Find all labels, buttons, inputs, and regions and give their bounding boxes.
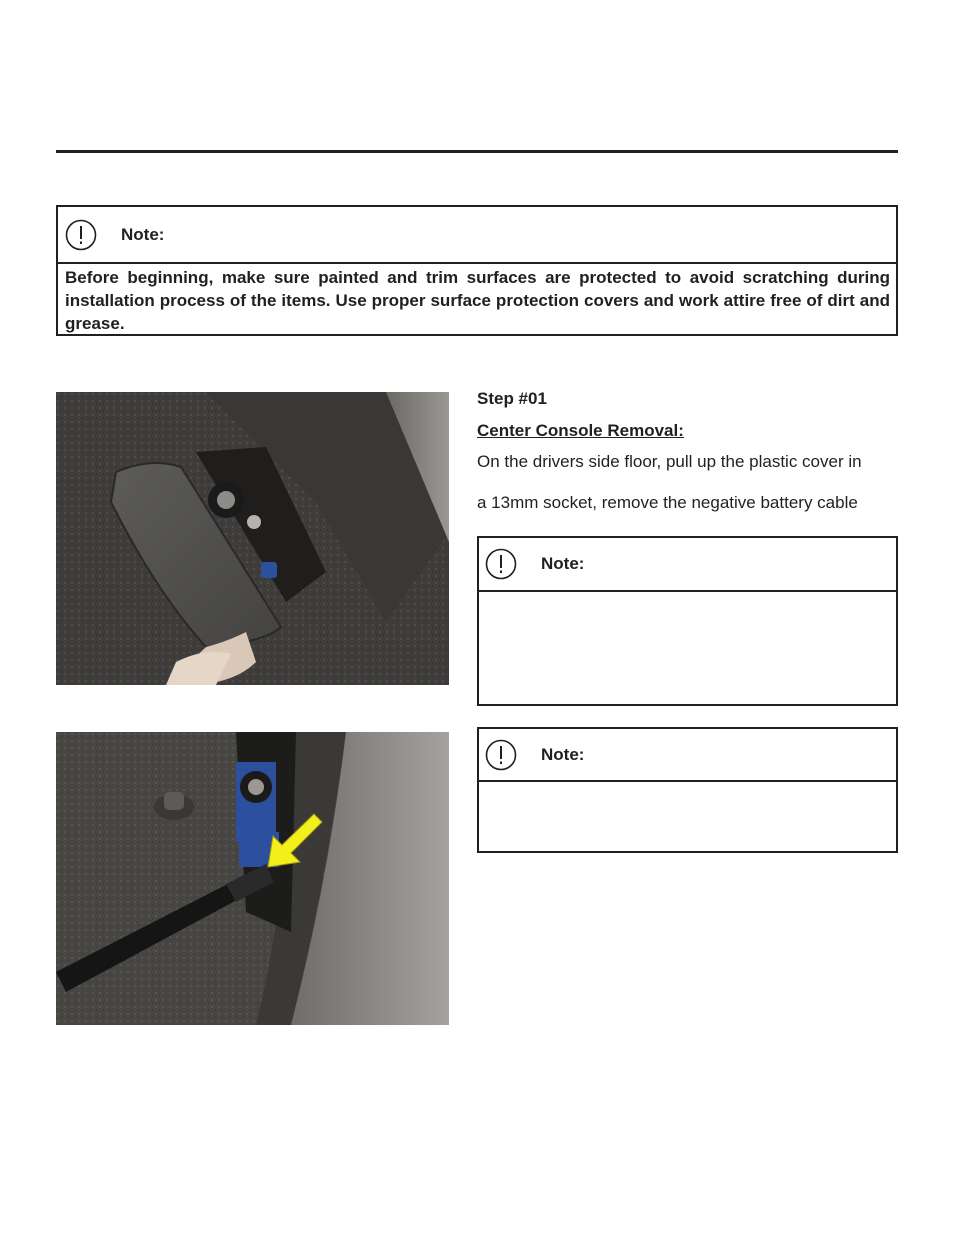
note-text-empty: [479, 592, 896, 594]
photo-plastic-cover: [56, 392, 449, 685]
note-label: Note:: [541, 554, 585, 573]
exclamation-circle-icon: [485, 548, 517, 580]
note-label: Note:: [541, 744, 585, 764]
exclamation-circle-icon: [485, 739, 517, 771]
photo-battery-cable: [56, 732, 449, 1025]
note-box-protection: [56, 205, 898, 336]
note-label: Note:: [121, 224, 165, 244]
step-instruction-line-1: On the drivers side floor, pull up the plastic cover in: [477, 452, 862, 471]
note-header: [58, 207, 896, 264]
note-text-empty: [479, 782, 896, 784]
step-title: Center Console Removal:: [477, 421, 684, 440]
step-number: Step #01: [477, 389, 547, 408]
note-box-middle: [477, 536, 898, 706]
note-header: [479, 729, 896, 782]
note-header: [479, 538, 896, 592]
step-instruction-line-2: a 13mm socket, remove the negative battery cable: [477, 493, 858, 512]
note-text: Before beginning, make sure painted and trim surfaces are protected to avoid scratching during installation process of the items. Use proper surface protection covers and work attire free of dirt and grease.: [65, 268, 890, 333]
note-box-lower: [477, 727, 898, 853]
header-rule: [56, 150, 898, 153]
exclamation-circle-icon: [65, 219, 97, 251]
